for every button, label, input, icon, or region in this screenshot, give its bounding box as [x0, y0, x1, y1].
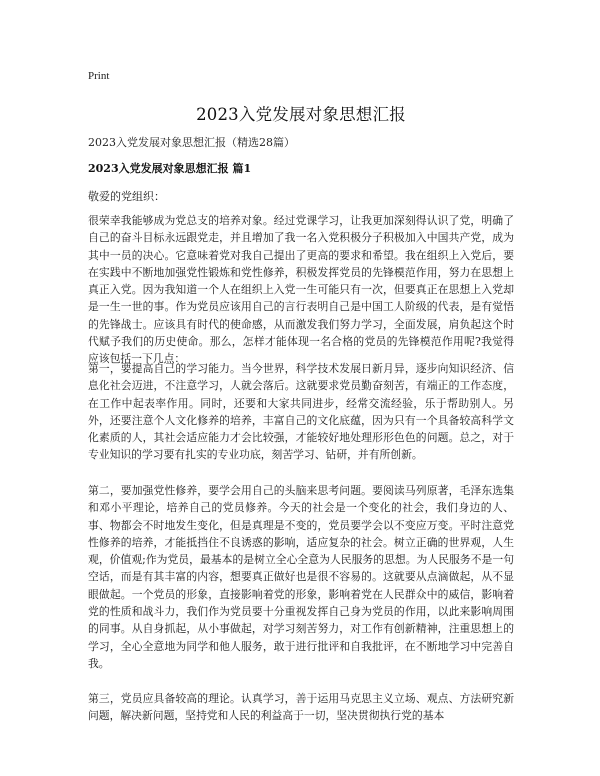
body-paragraph-2: 第一，要提高自己的学习能力。当今世界，科学技术发展日新月异，逐步向知识经济、信息化社会迈进，不注意学习，人就会落后。这就要求党员勤奋刻苦，有端正的工作态度，在工作中起表率作用。同时，还要和大家共同进步，经常交流经验，乐于帮助别人。另外，还要注意个人文化修养的培养，丰富自己的文化底蕴，因为只有一个具备较高科学文化素质的人，其社会适应能力才会比较强，才能较好地处理形形色色的问题。总之，对于专业知识的学习要有扎实的专业功底，刻苦学习、钻研，并有所创新。 — [88, 362, 514, 462]
document-subtitle: 2023入党发展对象思想汇报（精选28篇） — [88, 136, 295, 149]
body-paragraph-3: 第二，要加强党性修养，要学会用自己的头脑来思考问题。要阅读马列原著，毛泽东选集和邓小平理论，培养自己的党员修养。今天的社会是一个变化的社会，我们身边的人、事、物都会不时地发生变化，但是真理是不变的，党员要学会以不变应万变。平时注意党性修养的培养，才能抵挡住不良诱惑的影响，适应复杂的社会。树立正确的世界观，人生观，价值观;作为党员，最基本的是树立全心全意为人民服务的思想。为人民服务不是一句空话，而是有其丰富的内容，想要真正做好也是很不容易的。这就要从点滴做起，从不显眼做起。一个党员的形象，直接影响着党的形象，影响着党在人民群众中的威信，影响着党的性质和战斗力，我们作为党员要十分重视发挥自己身为党员的作用，以此来影响周围的同事。从自身抓起，从小事做起，对学习刻苦努力，对工作有创新精神，注重思想上的学习，全心全意地为同学和他人服务，敢于进行批评和自我批评，在不断地学习中完善自我。 — [88, 484, 514, 670]
greeting-line: 敬爱的党组织： — [88, 190, 165, 203]
section-heading: 2023入党发展对象思想汇报 篇1 — [88, 162, 252, 175]
print-link[interactable]: Print — [88, 70, 110, 82]
body-paragraph-4: 第三，党员应具备较高的理论。认真学习，善于运用马克思主义立场、观点、方法研究新问题，解决新问题，坚持党和人民的利益高于一切，坚决贯彻执行党的基本 — [88, 692, 514, 723]
document-title: 2023入党发展对象思想汇报 — [196, 105, 406, 124]
body-paragraph-1: 很荣幸我能够成为党总支的培养对象。经过党课学习，让我更加深刻得认识了党，明确了自己的奋斗目标永远跟党走，并且增加了我一名入党积极分子积极加入中国共产党，成为其中一员的决心。它意味着党对我自己提出了更高的要求和希望。我在组织上入党后，要在实践中不断地加强党性锻炼和党性修养，积极发挥党员的先锋模范作用，努力在思想上真正入党。因为我知道一个人在组织上入党一生可能只有一次，但要真正在思想上入党却是一生一世的事。作为党员应该用自己的言行表明自己是中国工人阶级的代表，是有觉悟的先锋战士。应该具有时代的使命感，从而激发我们努力学习，全面发展，肩负起这个时代赋予我们的历史使命。那么，怎样才能体现一名合格的党员的先锋模范作用呢?我觉得应该包括一下几点： — [88, 214, 514, 366]
